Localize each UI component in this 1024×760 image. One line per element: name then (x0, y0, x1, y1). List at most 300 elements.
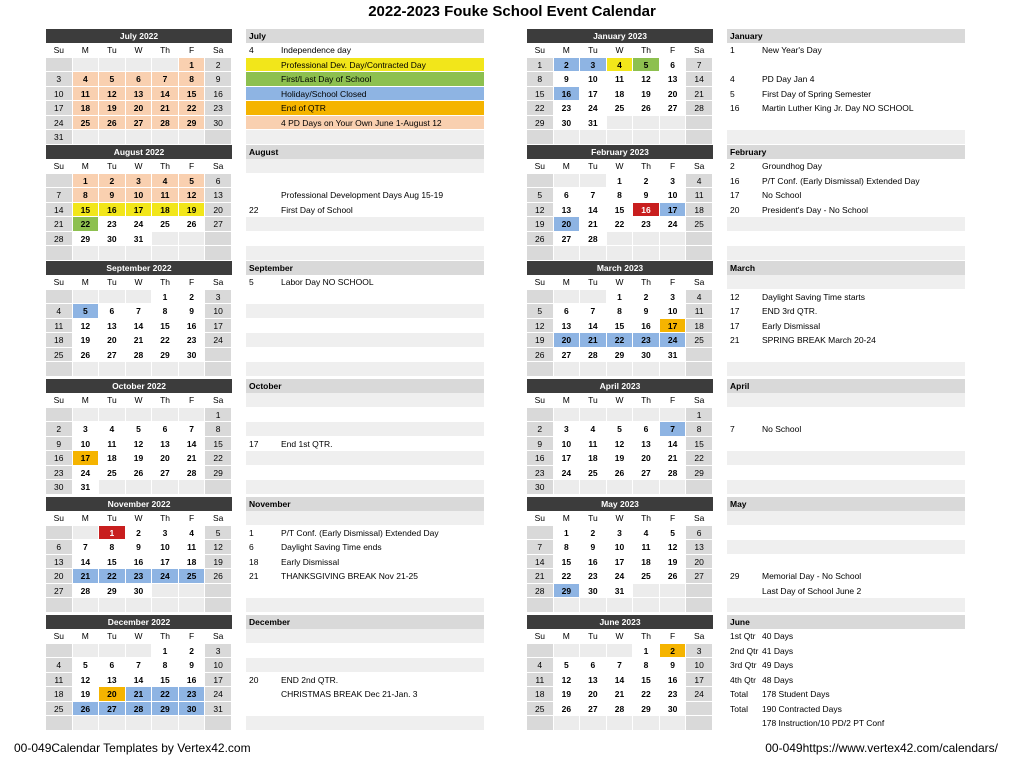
day-cell[interactable]: 22 (527, 101, 554, 116)
day-cell[interactable]: 1 (152, 644, 179, 659)
day-cell[interactable]: 9 (633, 188, 660, 203)
day-cell[interactable]: 7 (607, 658, 634, 673)
day-cell[interactable]: 14 (660, 437, 687, 452)
day-cell[interactable]: 16 (205, 87, 232, 102)
day-cell[interactable]: 4 (179, 526, 206, 541)
day-cell[interactable]: 24 (660, 333, 687, 348)
day-cell[interactable]: 7 (660, 422, 687, 437)
day-cell[interactable]: 28 (660, 466, 687, 481)
day-cell[interactable]: 4 (152, 174, 179, 189)
day-cell[interactable]: 23 (580, 569, 607, 584)
day-cell[interactable]: 18 (179, 555, 206, 570)
day-cell[interactable]: 30 (99, 232, 126, 247)
day-cell[interactable]: 22 (73, 217, 100, 232)
day-cell[interactable]: 13 (205, 188, 232, 203)
day-cell[interactable]: 21 (686, 87, 713, 102)
day-cell[interactable]: 14 (179, 437, 206, 452)
day-cell[interactable]: 3 (660, 290, 687, 305)
day-cell[interactable]: 13 (99, 673, 126, 688)
day-cell[interactable]: 2 (179, 290, 206, 305)
day-cell[interactable]: 4 (99, 422, 126, 437)
day-cell[interactable]: 21 (660, 451, 687, 466)
day-cell[interactable]: 1 (152, 290, 179, 305)
day-cell[interactable]: 21 (126, 687, 153, 702)
day-cell[interactable]: 18 (73, 101, 100, 116)
day-cell[interactable]: 31 (607, 584, 634, 599)
day-cell[interactable]: 14 (152, 87, 179, 102)
day-cell[interactable]: 8 (179, 72, 206, 87)
day-cell[interactable]: 10 (205, 304, 232, 319)
day-cell[interactable]: 2 (660, 644, 687, 659)
day-cell[interactable]: 7 (580, 304, 607, 319)
day-cell[interactable]: 1 (205, 408, 232, 423)
day-cell[interactable]: 10 (205, 658, 232, 673)
day-cell[interactable]: 20 (580, 687, 607, 702)
day-cell[interactable]: 24 (152, 569, 179, 584)
day-cell[interactable]: 25 (686, 333, 713, 348)
day-cell[interactable]: 24 (686, 687, 713, 702)
day-cell[interactable]: 6 (99, 304, 126, 319)
day-cell[interactable]: 19 (633, 87, 660, 102)
day-cell[interactable]: 29 (607, 348, 634, 363)
day-cell[interactable]: 10 (554, 437, 581, 452)
day-cell[interactable]: 4 (686, 290, 713, 305)
day-cell[interactable]: 8 (607, 188, 634, 203)
day-cell[interactable]: 15 (554, 555, 581, 570)
day-cell[interactable]: 14 (126, 319, 153, 334)
day-cell[interactable]: 29 (527, 116, 554, 131)
day-cell[interactable]: 30 (126, 584, 153, 599)
day-cell[interactable]: 6 (554, 304, 581, 319)
day-cell[interactable]: 17 (152, 555, 179, 570)
day-cell[interactable]: 28 (607, 702, 634, 717)
day-cell[interactable]: 21 (73, 569, 100, 584)
day-cell[interactable]: 24 (205, 687, 232, 702)
day-cell[interactable]: 18 (686, 319, 713, 334)
day-cell[interactable]: 19 (126, 451, 153, 466)
day-cell[interactable]: 25 (73, 116, 100, 131)
day-cell[interactable]: 6 (152, 422, 179, 437)
footer-left[interactable]: 00-049Calendar Templates by Vertex42.com (14, 741, 251, 755)
day-cell[interactable]: 5 (527, 304, 554, 319)
day-cell[interactable]: 10 (126, 188, 153, 203)
day-cell[interactable]: 29 (205, 466, 232, 481)
day-cell[interactable]: 21 (126, 333, 153, 348)
day-cell[interactable]: 30 (633, 348, 660, 363)
day-cell[interactable]: 16 (660, 673, 687, 688)
day-cell[interactable]: 26 (99, 116, 126, 131)
day-cell[interactable]: 11 (580, 437, 607, 452)
day-cell[interactable]: 1 (607, 290, 634, 305)
day-cell[interactable]: 1 (527, 58, 554, 73)
day-cell[interactable]: 24 (205, 333, 232, 348)
day-cell[interactable]: 4 (580, 422, 607, 437)
day-cell[interactable]: 28 (580, 348, 607, 363)
day-cell[interactable]: 14 (73, 555, 100, 570)
day-cell[interactable]: 17 (126, 203, 153, 218)
day-cell[interactable]: 2 (99, 174, 126, 189)
day-cell[interactable]: 9 (179, 658, 206, 673)
day-cell[interactable]: 22 (607, 333, 634, 348)
day-cell[interactable]: 5 (607, 422, 634, 437)
day-cell[interactable]: 13 (633, 437, 660, 452)
day-cell[interactable]: 28 (179, 466, 206, 481)
day-cell[interactable]: 24 (73, 466, 100, 481)
day-cell[interactable]: 6 (99, 658, 126, 673)
day-cell[interactable]: 29 (686, 466, 713, 481)
day-cell[interactable]: 7 (126, 304, 153, 319)
day-cell[interactable]: 29 (152, 348, 179, 363)
day-cell[interactable]: 6 (554, 188, 581, 203)
day-cell[interactable]: 17 (607, 555, 634, 570)
day-cell[interactable]: 11 (152, 188, 179, 203)
day-cell[interactable]: 15 (633, 673, 660, 688)
day-cell[interactable]: 10 (660, 188, 687, 203)
day-cell[interactable]: 18 (686, 203, 713, 218)
day-cell[interactable]: 8 (607, 304, 634, 319)
day-cell[interactable]: 26 (126, 466, 153, 481)
day-cell[interactable]: 19 (179, 203, 206, 218)
day-cell[interactable]: 23 (46, 466, 73, 481)
day-cell[interactable]: 19 (73, 687, 100, 702)
day-cell[interactable]: 5 (554, 658, 581, 673)
day-cell[interactable]: 24 (554, 466, 581, 481)
day-cell[interactable]: 16 (46, 451, 73, 466)
day-cell[interactable]: 15 (686, 437, 713, 452)
day-cell[interactable]: 4 (73, 72, 100, 87)
day-cell[interactable]: 3 (152, 526, 179, 541)
day-cell[interactable]: 6 (46, 540, 73, 555)
day-cell[interactable]: 1 (179, 58, 206, 73)
day-cell[interactable]: 12 (205, 540, 232, 555)
day-cell[interactable]: 10 (580, 72, 607, 87)
day-cell[interactable]: 28 (73, 584, 100, 599)
day-cell[interactable]: 23 (633, 333, 660, 348)
day-cell[interactable]: 12 (179, 188, 206, 203)
day-cell[interactable]: 27 (99, 348, 126, 363)
day-cell[interactable]: 13 (686, 540, 713, 555)
day-cell[interactable]: 22 (99, 569, 126, 584)
day-cell[interactable]: 9 (554, 72, 581, 87)
day-cell[interactable]: 16 (179, 319, 206, 334)
day-cell[interactable]: 17 (46, 101, 73, 116)
day-cell[interactable]: 13 (152, 437, 179, 452)
day-cell[interactable]: 17 (554, 451, 581, 466)
day-cell[interactable]: 15 (152, 319, 179, 334)
day-cell[interactable]: 17 (73, 451, 100, 466)
day-cell[interactable]: 25 (46, 348, 73, 363)
day-cell[interactable]: 2 (633, 174, 660, 189)
day-cell[interactable]: 18 (46, 687, 73, 702)
day-cell[interactable]: 20 (152, 451, 179, 466)
day-cell[interactable]: 16 (527, 451, 554, 466)
day-cell[interactable]: 18 (527, 687, 554, 702)
day-cell[interactable]: 2 (580, 526, 607, 541)
day-cell[interactable]: 28 (527, 584, 554, 599)
footer-right[interactable]: 00-049https://www.vertex42.com/calendars/ (765, 741, 998, 755)
day-cell[interactable]: 14 (686, 72, 713, 87)
day-cell[interactable]: 25 (686, 217, 713, 232)
day-cell[interactable]: 28 (126, 348, 153, 363)
day-cell[interactable]: 30 (179, 348, 206, 363)
day-cell[interactable]: 2 (205, 58, 232, 73)
day-cell[interactable]: 11 (46, 673, 73, 688)
day-cell[interactable]: 11 (527, 673, 554, 688)
day-cell[interactable]: 22 (152, 687, 179, 702)
day-cell[interactable]: 29 (179, 116, 206, 131)
day-cell[interactable]: 1 (686, 408, 713, 423)
day-cell[interactable]: 30 (179, 702, 206, 717)
day-cell[interactable]: 3 (126, 174, 153, 189)
day-cell[interactable]: 25 (607, 101, 634, 116)
day-cell[interactable]: 11 (46, 319, 73, 334)
day-cell[interactable]: 22 (633, 687, 660, 702)
day-cell[interactable]: 23 (527, 466, 554, 481)
day-cell[interactable]: 30 (660, 702, 687, 717)
day-cell[interactable]: 3 (660, 174, 687, 189)
day-cell[interactable]: 7 (179, 422, 206, 437)
day-cell[interactable]: 15 (179, 87, 206, 102)
day-cell[interactable]: 2 (46, 422, 73, 437)
day-cell[interactable]: 20 (99, 687, 126, 702)
day-cell[interactable]: 28 (152, 116, 179, 131)
day-cell[interactable]: 25 (46, 702, 73, 717)
day-cell[interactable]: 16 (633, 203, 660, 218)
day-cell[interactable]: 9 (99, 188, 126, 203)
day-cell[interactable]: 30 (46, 480, 73, 495)
day-cell[interactable]: 15 (205, 437, 232, 452)
day-cell[interactable]: 22 (179, 101, 206, 116)
day-cell[interactable]: 31 (46, 130, 73, 145)
day-cell[interactable]: 13 (126, 87, 153, 102)
day-cell[interactable]: 7 (46, 188, 73, 203)
day-cell[interactable]: 4 (527, 658, 554, 673)
day-cell[interactable]: 29 (554, 584, 581, 599)
day-cell[interactable]: 18 (633, 555, 660, 570)
day-cell[interactable]: 14 (527, 555, 554, 570)
day-cell[interactable]: 2 (126, 526, 153, 541)
day-cell[interactable]: 12 (527, 203, 554, 218)
day-cell[interactable]: 20 (633, 451, 660, 466)
day-cell[interactable]: 11 (607, 72, 634, 87)
day-cell[interactable]: 27 (205, 217, 232, 232)
day-cell[interactable]: 2 (633, 290, 660, 305)
day-cell[interactable]: 25 (580, 466, 607, 481)
day-cell[interactable]: 12 (527, 319, 554, 334)
day-cell[interactable]: 27 (660, 101, 687, 116)
day-cell[interactable]: 15 (527, 87, 554, 102)
day-cell[interactable]: 6 (686, 526, 713, 541)
day-cell[interactable]: 31 (126, 232, 153, 247)
day-cell[interactable]: 16 (580, 555, 607, 570)
day-cell[interactable]: 31 (205, 702, 232, 717)
day-cell[interactable]: 5 (126, 422, 153, 437)
day-cell[interactable]: 27 (554, 232, 581, 247)
day-cell[interactable]: 16 (554, 87, 581, 102)
day-cell[interactable]: 6 (205, 174, 232, 189)
day-cell[interactable]: 22 (152, 333, 179, 348)
day-cell[interactable]: 8 (527, 72, 554, 87)
day-cell[interactable]: 24 (580, 101, 607, 116)
day-cell[interactable]: 11 (686, 188, 713, 203)
day-cell[interactable]: 18 (607, 87, 634, 102)
day-cell[interactable]: 8 (633, 658, 660, 673)
day-cell[interactable]: 4 (633, 526, 660, 541)
day-cell[interactable]: 21 (152, 101, 179, 116)
day-cell[interactable]: 7 (152, 72, 179, 87)
day-cell[interactable]: 18 (99, 451, 126, 466)
day-cell[interactable]: 3 (607, 526, 634, 541)
day-cell[interactable]: 30 (554, 116, 581, 131)
day-cell[interactable]: 9 (527, 437, 554, 452)
day-cell[interactable]: 9 (126, 540, 153, 555)
day-cell[interactable]: 28 (46, 232, 73, 247)
day-cell[interactable]: 4 (46, 304, 73, 319)
day-cell[interactable]: 4 (607, 58, 634, 73)
day-cell[interactable]: 9 (46, 437, 73, 452)
day-cell[interactable]: 27 (46, 584, 73, 599)
day-cell[interactable]: 5 (633, 58, 660, 73)
day-cell[interactable]: 27 (633, 466, 660, 481)
day-cell[interactable]: 24 (126, 217, 153, 232)
day-cell[interactable]: 20 (99, 333, 126, 348)
day-cell[interactable]: 22 (205, 451, 232, 466)
day-cell[interactable]: 19 (660, 555, 687, 570)
day-cell[interactable]: 3 (205, 290, 232, 305)
day-cell[interactable]: 29 (633, 702, 660, 717)
day-cell[interactable]: 16 (179, 673, 206, 688)
day-cell[interactable]: 9 (205, 72, 232, 87)
day-cell[interactable]: 26 (73, 348, 100, 363)
day-cell[interactable]: 19 (205, 555, 232, 570)
day-cell[interactable]: 3 (580, 58, 607, 73)
day-cell[interactable]: 29 (99, 584, 126, 599)
day-cell[interactable]: 22 (607, 217, 634, 232)
day-cell[interactable]: 9 (580, 540, 607, 555)
day-cell[interactable]: 19 (607, 451, 634, 466)
day-cell[interactable]: 21 (607, 687, 634, 702)
day-cell[interactable]: 31 (580, 116, 607, 131)
day-cell[interactable]: 5 (179, 174, 206, 189)
day-cell[interactable]: 10 (73, 437, 100, 452)
day-cell[interactable]: 8 (152, 304, 179, 319)
day-cell[interactable]: 14 (580, 319, 607, 334)
day-cell[interactable]: 16 (633, 319, 660, 334)
day-cell[interactable]: 11 (99, 437, 126, 452)
day-cell[interactable]: 27 (580, 702, 607, 717)
day-cell[interactable]: 10 (660, 304, 687, 319)
day-cell[interactable]: 7 (73, 540, 100, 555)
day-cell[interactable]: 12 (73, 673, 100, 688)
day-cell[interactable]: 13 (99, 319, 126, 334)
day-cell[interactable]: 23 (660, 687, 687, 702)
day-cell[interactable]: 19 (73, 333, 100, 348)
day-cell[interactable]: 18 (152, 203, 179, 218)
day-cell[interactable]: 22 (686, 451, 713, 466)
day-cell[interactable]: 12 (607, 437, 634, 452)
day-cell[interactable]: 24 (46, 116, 73, 131)
day-cell[interactable]: 27 (126, 116, 153, 131)
day-cell[interactable]: 27 (152, 466, 179, 481)
day-cell[interactable]: 7 (527, 540, 554, 555)
day-cell[interactable]: 2 (527, 422, 554, 437)
day-cell[interactable]: 6 (126, 72, 153, 87)
day-cell[interactable]: 31 (660, 348, 687, 363)
day-cell[interactable]: 5 (660, 526, 687, 541)
day-cell[interactable]: 4 (686, 174, 713, 189)
day-cell[interactable]: 6 (580, 658, 607, 673)
day-cell[interactable]: 17 (205, 673, 232, 688)
day-cell[interactable]: 28 (580, 232, 607, 247)
day-cell[interactable]: 12 (660, 540, 687, 555)
day-cell[interactable]: 12 (99, 87, 126, 102)
day-cell[interactable]: 29 (73, 232, 100, 247)
day-cell[interactable]: 2 (179, 644, 206, 659)
day-cell[interactable]: 9 (633, 304, 660, 319)
day-cell[interactable]: 8 (205, 422, 232, 437)
day-cell[interactable]: 30 (205, 116, 232, 131)
day-cell[interactable]: 30 (527, 480, 554, 495)
day-cell[interactable]: 14 (607, 673, 634, 688)
day-cell[interactable]: 11 (686, 304, 713, 319)
day-cell[interactable]: 21 (580, 217, 607, 232)
day-cell[interactable]: 17 (686, 673, 713, 688)
day-cell[interactable]: 6 (633, 422, 660, 437)
day-cell[interactable]: 13 (554, 319, 581, 334)
day-cell[interactable]: 11 (633, 540, 660, 555)
day-cell[interactable]: 1 (99, 526, 126, 541)
day-cell[interactable]: 10 (607, 540, 634, 555)
day-cell[interactable]: 26 (527, 232, 554, 247)
day-cell[interactable]: 19 (554, 687, 581, 702)
day-cell[interactable]: 12 (554, 673, 581, 688)
day-cell[interactable]: 22 (554, 569, 581, 584)
day-cell[interactable]: 3 (554, 422, 581, 437)
day-cell[interactable]: 18 (46, 333, 73, 348)
day-cell[interactable]: 21 (527, 569, 554, 584)
day-cell[interactable]: 29 (152, 702, 179, 717)
day-cell[interactable]: 11 (73, 87, 100, 102)
day-cell[interactable]: 12 (633, 72, 660, 87)
day-cell[interactable]: 26 (179, 217, 206, 232)
day-cell[interactable]: 5 (205, 526, 232, 541)
day-cell[interactable]: 7 (686, 58, 713, 73)
day-cell[interactable]: 10 (46, 87, 73, 102)
day-cell[interactable]: 26 (633, 101, 660, 116)
day-cell[interactable]: 26 (205, 569, 232, 584)
day-cell[interactable]: 7 (126, 658, 153, 673)
day-cell[interactable]: 15 (607, 319, 634, 334)
day-cell[interactable]: 25 (179, 569, 206, 584)
day-cell[interactable]: 23 (179, 687, 206, 702)
day-cell[interactable]: 23 (126, 569, 153, 584)
day-cell[interactable]: 17 (580, 87, 607, 102)
day-cell[interactable]: 24 (607, 569, 634, 584)
day-cell[interactable]: 20 (126, 101, 153, 116)
day-cell[interactable]: 12 (126, 437, 153, 452)
day-cell[interactable]: 26 (554, 702, 581, 717)
day-cell[interactable]: 10 (152, 540, 179, 555)
day-cell[interactable]: 13 (554, 203, 581, 218)
day-cell[interactable]: 24 (660, 217, 687, 232)
day-cell[interactable]: 16 (99, 203, 126, 218)
day-cell[interactable]: 21 (580, 333, 607, 348)
day-cell[interactable]: 25 (99, 466, 126, 481)
day-cell[interactable]: 28 (126, 702, 153, 717)
day-cell[interactable]: 9 (179, 304, 206, 319)
day-cell[interactable]: 30 (580, 584, 607, 599)
day-cell[interactable]: 23 (99, 217, 126, 232)
